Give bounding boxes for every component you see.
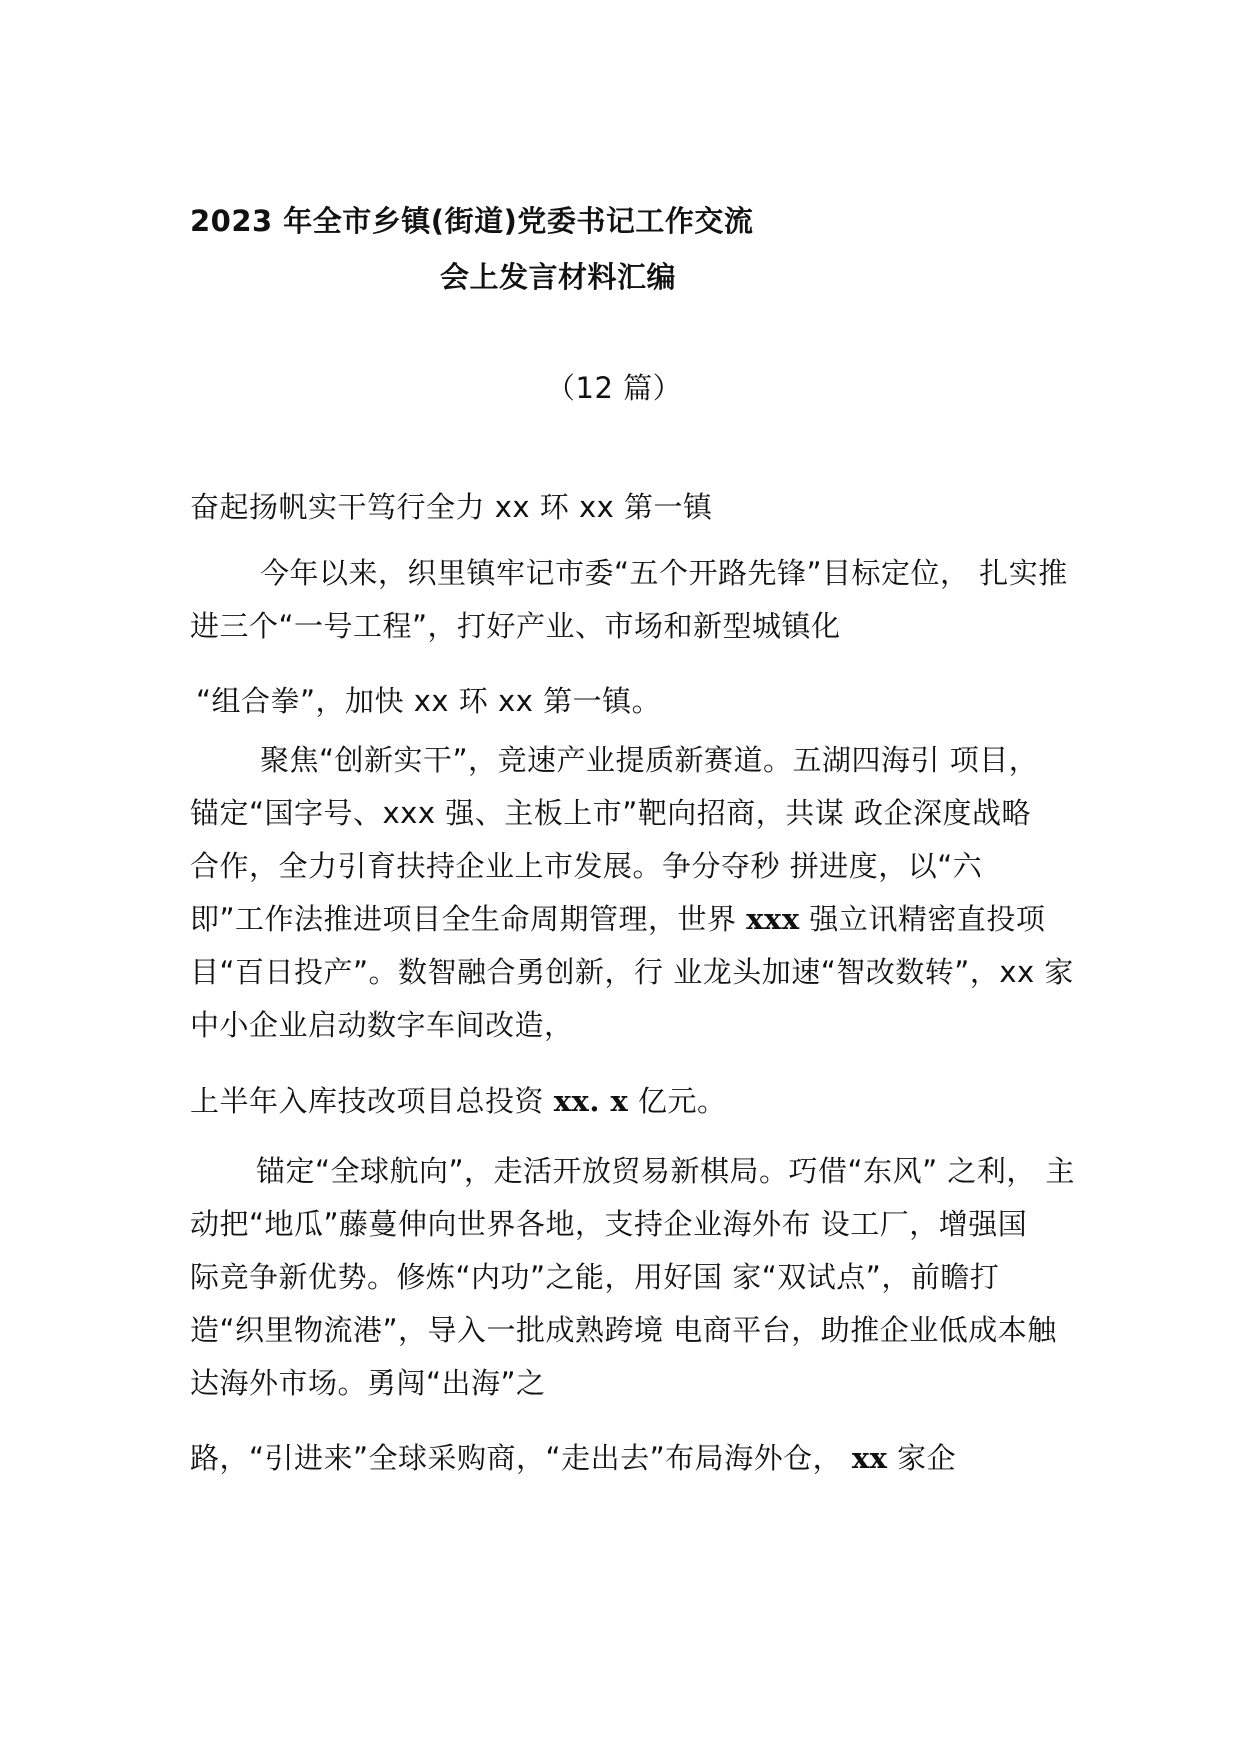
- paragraph-line: 合作，全力引育扶持企业上市发展。争分夺秒 拼进度，以“六: [190, 849, 983, 883]
- section-heading: 奋起扬帆实干笃行全力 xx 环 xx 第一镇: [190, 490, 713, 524]
- article-count: （12 篇）: [546, 371, 683, 405]
- paragraph-line: “组合拳”，加快 xx 环 xx 第一镇。: [196, 684, 662, 718]
- document-title-line-2: 会上发言材料汇编: [440, 260, 677, 294]
- text-run: 家企: [887, 1441, 957, 1475]
- text-run-bold: xxx: [746, 902, 800, 936]
- paragraph-line: 动把“地瓜”藤蔓伸向世界各地，支持企业海外布 设工厂，增强国: [190, 1207, 1028, 1241]
- paragraph-line: 今年以来，织里镇牢记市委“五个开路先锋”目标定位， 扎实推: [260, 556, 1068, 590]
- text-run: 亿元。: [628, 1084, 727, 1118]
- paragraph-line: 达海外市场。勇闯“出海”之: [190, 1366, 546, 1400]
- text-run: 路，“引进来”全球采购商，“走出去”布局海外仓，: [190, 1441, 852, 1475]
- paragraph-line: 聚焦“创新实干”，竞速产业提质新赛道。五湖四海引 项目，: [260, 743, 1039, 777]
- paragraph-line: 锚定“国字号、xxx 强、主板上市”靶向招商，共谋 政企深度战略: [190, 796, 1031, 830]
- document-title-line-1: 2023 年全市乡镇(街道)党委书记工作交流: [190, 204, 754, 238]
- text-run-bold: xx: [851, 1441, 888, 1475]
- paragraph-line: 目“百日投产”。数智融合勇创新，行 业龙头加速“智改数转”，xx 家: [190, 955, 1074, 989]
- text-run: 强立讯精密直投项: [799, 902, 1046, 936]
- paragraph-line: [190, 1440, 956, 1476]
- text-run: 上半年入库技改项目总投资: [190, 1084, 554, 1118]
- paragraph-line: 中小企业启动数字车间改造，: [190, 1008, 574, 1042]
- paragraph-line: 锚定“全球航向”，走活开放贸易新棋局。巧借“东风” 之利， 主: [256, 1154, 1076, 1188]
- text-run: 即”工作法推进项目全生命周期管理，世界: [190, 902, 747, 936]
- text-run-bold: xx. x: [553, 1084, 629, 1118]
- paragraph-line: 造“织里物流港”，导入一批成熟跨境 电商平台，助推企业低成本触: [190, 1313, 1057, 1347]
- paragraph-line: [190, 901, 1045, 937]
- paragraph-line: 际竞争新优势。修炼“内功”之能，用好国 家“双试点”，前瞻打: [190, 1260, 1000, 1294]
- paragraph-line: [190, 1083, 727, 1119]
- paragraph-line: 进三个“一号工程”，打好产业、市场和新型城镇化: [190, 609, 841, 643]
